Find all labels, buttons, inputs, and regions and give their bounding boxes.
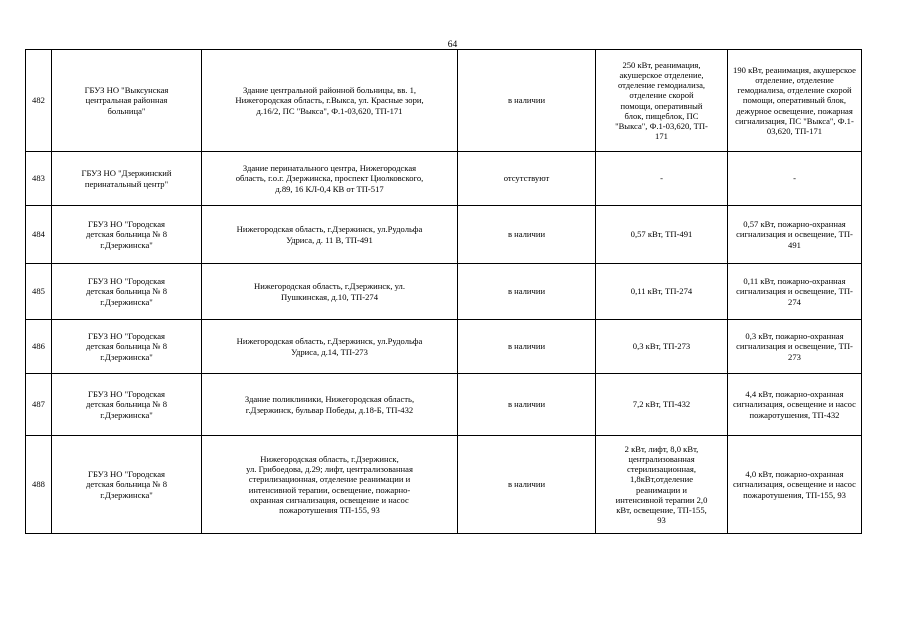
row-number: 487 [26, 374, 52, 436]
organization-name: ГБУЗ НО "Городская детская больница № 8 г.Дзержинска" [52, 436, 202, 534]
table-row [26, 50, 862, 152]
critical-load: 4,4 кВт, пожарно-охранная сигнализация, освещение и насос пожаротушения, ТП-432 [728, 374, 862, 436]
power-load: 0,11 кВт, ТП-274 [596, 264, 728, 320]
facility-address: Нижегородская область, г.Дзержинск, ул. Пушкинская, д.10, ТП-274 [202, 264, 458, 320]
organization-name: ГБУЗ НО "Городская детская больница № 8 г.Дзержинска" [52, 374, 202, 436]
power-load: 0,57 кВт, ТП-491 [596, 206, 728, 264]
table-row [26, 320, 862, 374]
power-load: - [596, 152, 728, 206]
organization-name: ГБУЗ НО "Городская детская больница № 8 г.Дзержинска" [52, 206, 202, 264]
row-number: 484 [26, 206, 52, 264]
row-number: 483 [26, 152, 52, 206]
backup-power-status: в наличии [458, 374, 596, 436]
power-load: 0,3 кВт, ТП-273 [596, 320, 728, 374]
table-row [26, 264, 862, 320]
backup-power-status: в наличии [458, 50, 596, 152]
backup-power-status: в наличии [458, 206, 596, 264]
facility-address: Здание поликлиники, Нижегородская область, г.Дзержинск, бульвар Победы, д.18-Б, ТП-432 [202, 374, 458, 436]
organization-name: ГБУЗ НО "Выксунская центральная районная больница" [52, 50, 202, 152]
backup-power-status: отсутствуют [458, 152, 596, 206]
organization-name: ГБУЗ НО "Дзержинский перинатальный центр" [52, 152, 202, 206]
page-number: 64 [447, 40, 458, 50]
power-load: 2 кВт, лифт, 8,0 кВт, централизованная стерилизационная, 1,8кВт,отделение реанимации и интенсивной терапии 2,0 кВт, освещение, ТП-155, 93 [596, 436, 728, 534]
table-row [26, 436, 862, 534]
facility-address: Нижегородская область, г.Дзержинск, ул.Рудольфа Удриса, д.14, ТП-273 [202, 320, 458, 374]
critical-load: - [728, 152, 862, 206]
facility-address: Нижегородская область, г.Дзержинск, ул. Грибоедова, д.29; лифт, централизованная стерилизационная, отделение реанимации и интенсивной терапии, освещение, пожарно- охранная сигнализация, освещение и насос пожаротушения ТП-155, 93 [202, 436, 458, 534]
row-number: 485 [26, 264, 52, 320]
critical-load: 0,57 кВт, пожарно-охранная сигнализация и освещение, ТП- 491 [728, 206, 862, 264]
critical-load: 4,0 кВт, пожарно-охранная сигнализация, освещение и насос пожаротушения, ТП-155, 93 [728, 436, 862, 534]
backup-power-status: в наличии [458, 264, 596, 320]
row-number: 486 [26, 320, 52, 374]
backup-power-status: в наличии [458, 320, 596, 374]
facility-address: Здание перинатального центра, Нижегородская область, г.о.г. Дзержинска, проспект Циолковского, д.89, 16 КЛ-0,4 КВ от ТП-517 [202, 152, 458, 206]
critical-load: 0,3 кВт, пожарно-охранная сигнализация и освещение, ТП- 273 [728, 320, 862, 374]
table-row [26, 374, 862, 436]
row-number: 482 [26, 50, 52, 152]
power-load: 250 кВт, реанимация, акушерское отделение, отделение гемодиализа, отделение скорой помощи, оперативный блок, пищеблок, ПС "Выкса", Ф.1-03,620, ТП- 171 [596, 50, 728, 152]
critical-load: 190 кВт, реанимация, акушерское отделение, отделение гемодиализа, отделение скорой помощи, оперативный блок, дежурное освещение, пожарная сигнализация, ПС "Выкса", Ф.1- 03,620, ТП-171 [728, 50, 862, 152]
table-row [26, 206, 862, 264]
facility-address: Здание центральной районной больницы, вв. 1, Нижегородская область, г.Выкса, ул. Красные зори, д.16/2, ПС "Выкса", Ф.1-03,620, ТП-171 [202, 50, 458, 152]
backup-power-status: в наличии [458, 436, 596, 534]
table-row [26, 152, 862, 206]
power-load: 7,2 кВт, ТП-432 [596, 374, 728, 436]
organization-name: ГБУЗ НО "Городская детская больница № 8 г.Дзержинска" [52, 264, 202, 320]
registry-table [25, 49, 862, 534]
row-number: 488 [26, 436, 52, 534]
organization-name: ГБУЗ НО "Городская детская больница № 8 г.Дзержинска" [52, 320, 202, 374]
critical-load: 0,11 кВт, пожарно-охранная сигнализация и освещение, ТП- 274 [728, 264, 862, 320]
facility-address: Нижегородская область, г.Дзержинск, ул.Рудольфа Удриса, д. 11 В, ТП-491 [202, 206, 458, 264]
